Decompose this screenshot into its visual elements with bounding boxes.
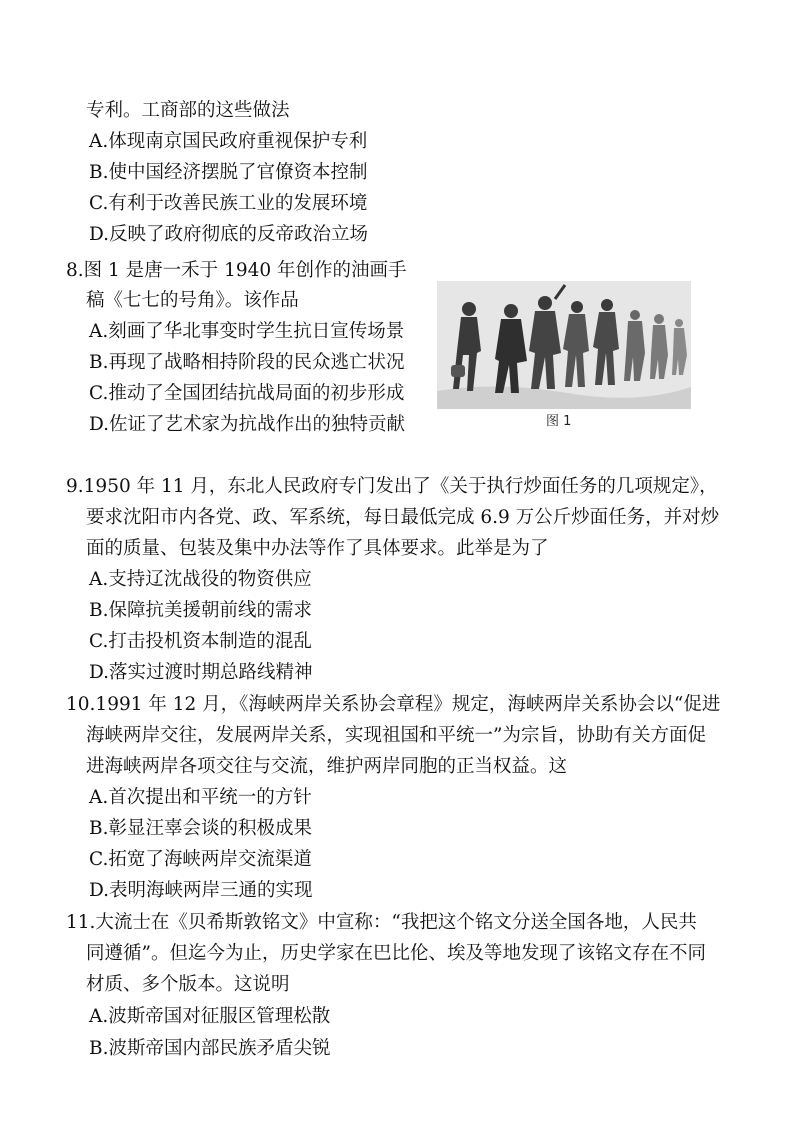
- figure-caption: 图 1: [546, 414, 572, 429]
- q11-option-a: A.波斯帝国对征服区管理松散: [89, 1006, 331, 1027]
- q8-option-b: B.再现了战略相持阶段的民众逃亡状况: [89, 352, 405, 373]
- q10-stem-line-1: 10.1991 年 12 月，《海峡两岸关系协会章程》规定，海峡两岸关系协会以“促进: [66, 694, 721, 715]
- q7-option-c: C.有利于改善民族工业的发展环境: [89, 193, 368, 214]
- q9-option-a: A.支持辽沈战役的物资供应: [89, 569, 312, 590]
- q8-stem-line-1: 8.图 1 是唐一禾于 1940 年创作的油画手: [66, 260, 407, 281]
- q11-stem-line-1: 11.大流士在《贝希斯敦铭文》中宣称：“我把这个铭文分送全国各地，人民共: [66, 912, 697, 933]
- q10-option-a: A.首次提出和平统一的方针: [89, 787, 312, 808]
- q10-option-d: D.表明海峡两岸三通的实现: [89, 880, 313, 901]
- q11-stem-line-3: 材质、多个版本。这说明: [86, 974, 290, 995]
- painting-figure: [437, 281, 691, 409]
- q11-option-b: B.波斯帝国内部民族矛盾尖锐: [89, 1038, 331, 1059]
- q9-option-d: D.落实过渡时期总路线精神: [89, 662, 313, 683]
- q11-stem-line-2: 同遵循”。但迄今为止，历史学家在巴比伦、埃及等地发现了该铭文存在不同: [86, 943, 706, 964]
- q9-option-b: B.保障抗美援朝前线的需求: [89, 600, 312, 621]
- q7-option-d: D.反映了政府彻底的反帝政治立场: [89, 224, 369, 245]
- q8-stem-line-2: 稿《七七的号角》。该作品: [86, 290, 299, 311]
- q8-option-c: C.推动了全国团结抗战局面的初步形成: [89, 383, 405, 404]
- q10-option-b: B.彰显汪辜会谈的积极成果: [89, 818, 312, 839]
- q10-stem-line-2: 海峡两岸交往，发展两岸关系，实现祖国和平统一”为宗旨，协助有关方面促: [86, 725, 706, 746]
- q8-option-a: A.刻画了华北事变时学生抗日宣传场景: [89, 321, 405, 342]
- q7-option-a: A.体现南京国民政府重视保护专利: [89, 131, 368, 152]
- q9-stem-line-3: 面的质量、包装及集中办法等作了具体要求。此举是为了: [86, 538, 549, 559]
- q9-stem-line-1: 9.1950 年 11 月，东北人民政府专门发出了《关于执行炒面任务的几项规定》，: [66, 476, 718, 497]
- marching-figures-illustration: [437, 281, 691, 409]
- q9-stem-line-2: 要求沈阳市内各党、政、军系统，每日最低完成 6.9 万公斤炒面任务，并对炒: [86, 507, 720, 528]
- q10-option-c: C.拓宽了海峡两岸交流渠道: [89, 849, 312, 870]
- q7-stem-tail: 专利。工商部的这些做法: [86, 100, 290, 121]
- q8-option-d: D.佐证了艺术家为抗战作出的独特贡献: [89, 414, 406, 435]
- q9-option-c: C.打击投机资本制造的混乱: [89, 631, 312, 652]
- q10-stem-line-3: 进海峡两岸各项交往与交流，维护两岸同胞的正当权益。这: [86, 756, 568, 777]
- q7-option-b: B.使中国经济摆脱了官僚资本控制: [89, 162, 368, 183]
